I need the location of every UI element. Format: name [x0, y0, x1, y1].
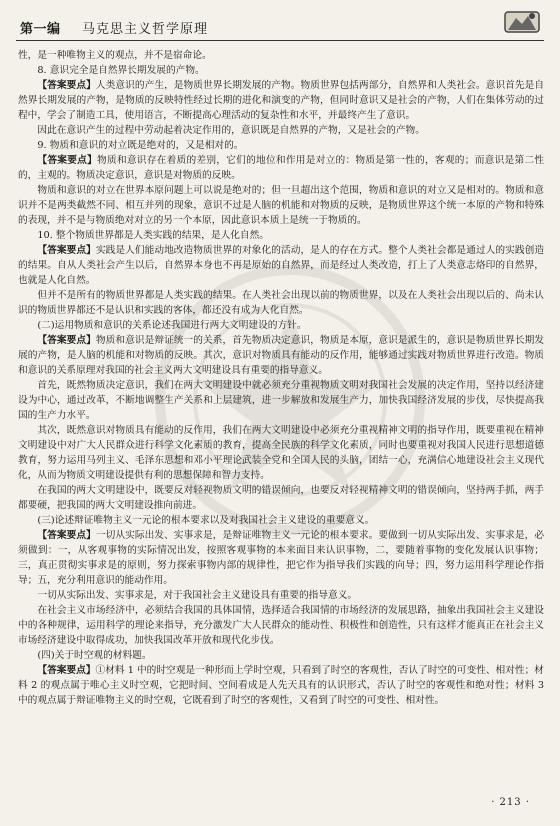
- paragraph: [18, 63, 544, 78]
- paragraph-text: 一切从实际出发、实事求是，对于我国社会主义建设具有重要的指导意义。: [37, 590, 358, 601]
- paragraph-text: 一切从实际出发、实事求是，是辩证唯物主义一元论的根本要求。要做到一切从实际出发、实事求是，必须做到：一，从客观事物的实际情况出发，按照客观事物的本来面目来认识事物，二，要随着事物的变化发展认识事物；三，真正贯彻实事求是的原则，努力探索事物内部的规律性，把它作为指导我们实践的向导；四，努力运用科学理论作指导；五，充分利用意识的能动作用。: [18, 530, 545, 586]
- paragraph: [18, 138, 544, 153]
- paragraph-text: 但并不是所有的物质世界都是人类实践的结果。在人类社会出现以前的物质世界，以及在人类社会出现以后的、尚未认识的物质世界都还不是认识和实践的客体，都还没有成为人化自然。: [18, 290, 544, 316]
- paragraph: [18, 333, 544, 378]
- paragraph: [18, 588, 544, 603]
- paragraph: [18, 183, 544, 228]
- paragraph-text: 9. 物质和意识的对立既是绝对的，又是相对的。: [37, 140, 244, 151]
- paragraph-text: 在社会主义市场经济中，必须结合我国的具体国情，选择适合我国情的市场经济的发展思路，抽象出我国社会主义建设中的各种规律，运用科学的理论来指导，充分激发广大人民群众的能动性、积极性和创造性，只有这样才能真正在社会主义市场经济建设中取得成功，加快我国改革开放和现代化步伐。: [18, 605, 544, 646]
- paragraph-text: 物质和意识存在着质的差别，它们的地位和作用是对立的：物质是第一性的，客观的；而意识是第二性的，主观的。物质决定意识，意识是对物质的反映。: [18, 155, 545, 181]
- paragraph: [18, 483, 544, 513]
- paragraph-text: 物质和意识是辩证统一的关系，首先物质决定意识，物质是本原，意识是派生的，意识是物质世界长期发展的产物，是人脑的机能和对物质的反映。其次，意识对物质具有能动的反作用，能够通过实践对物质世界进行改造。物质和意识的关系原理对我国的社会主义两大文明建设具有重要的指导意义。: [18, 335, 545, 376]
- answer-key-label: 【答案要点】: [37, 530, 96, 541]
- answer-key-label: 【答案要点】: [37, 665, 96, 676]
- answer-key-label: 【答案要点】: [37, 155, 98, 166]
- paragraph: [18, 513, 544, 528]
- paragraph: [18, 528, 544, 588]
- paragraph-text: 其次，既然意识对物质具有能动的反作用，我们在两大文明建设中必须充分重视精神文明的指导作用，既要重视在精神文明建设中对广大人民群众进行科学文化素质的教育，提高全民族的科学文化素质，同时也要重视对我国人民进行思想道德教育，努力运用马列主义、毛泽东思想和邓小平理论武装全党和全国人民的头脑，团结一心，充满信心地建设社会主义现代化，从而为物质文明建设提供有利的思想保障和智力支持。: [18, 425, 544, 481]
- paragraph-text: 性，是一种唯物主义的观点，并不是宿命论。: [18, 50, 212, 61]
- paragraph: [18, 378, 544, 423]
- paragraph-text: ①材料 1 中的时空观是一种形而上学时空观，只看到了时空的客观性，否认了时空的可变性、相对性；材料 2 的观点属于唯心主义时空观，它把时间、空间看成是人先天具有的认识形式，否认了时空的客观性和绝对性；材料 3 中的观点属于辩证唯物主义的时空观，它既看到了时空的客观性，又看到了时空的可变性、相对性。: [18, 665, 544, 706]
- paragraph: [18, 48, 544, 63]
- paragraph: [18, 243, 544, 288]
- paragraph: [18, 228, 544, 243]
- paragraph-text: (三)论述辩证唯物主义一元论的根本要求以及对我国社会主义建设的重要意义。: [37, 515, 375, 526]
- paragraph: [18, 153, 544, 183]
- paragraph: [18, 123, 544, 138]
- paragraph-text: 因此在意识产生的过程中劳动起着决定作用的，意识既是自然界的产物，又是社会的产物。: [37, 125, 425, 136]
- paragraph-text: 首先，既然物质决定意识，我们在两大文明建设中就必须充分重视物质文明对我国社会发展的决定作用，坚持以经济建设为中心，通过改革，不断地调整生产关系和上层建筑，进一步解放和发展生产力，加快我国经济发展的步伐，尽快提高我国的生产力水平。: [18, 380, 544, 421]
- answer-key-label: 【答案要点】: [37, 335, 96, 346]
- paragraph: [18, 78, 544, 123]
- paragraph-text: 在我国的两大文明建设中，既要反对轻视物质文明的错误倾向，也要反对轻视精神文明的错误倾向，坚持两手抓，两手都要硬，把我国的两大文明建设推向前进。: [18, 485, 544, 511]
- paragraph-text: 人类意识的产生，是物质世界长期发展的产物。物质世界包括两部分，自然界和人类社会。意识首先是自然界长期发展的产物，是物质的反映特性经过长期的进化和演变的产物，但同时意识又是社会的产物，人们在集体劳动的过程中，学会了制造工具，使用语言，不断提高心理活动的复杂性和水平，并最终产生了意识。: [18, 80, 545, 121]
- paragraph: [18, 423, 544, 483]
- paragraph: [18, 288, 544, 318]
- paragraph-text: 10. 整个物质世界都是人类实践的结果，是人化自然。: [37, 230, 269, 241]
- paragraph-text: 实践是人们能动地改造物质世界的对象化的活动，是人的存在方式。整个人类社会都是通过人的实践创造的结果。自从人类社会产生以后，自然界本身也不再是原始的自然界，而是经过人类改造，打上了人类意志烙印的自然界，也就是人化自然。: [18, 245, 545, 286]
- paragraph: [18, 603, 544, 648]
- paragraph-text: 物质和意识的对立在世界本原问题上可以说是绝对的；但一旦超出这个范围，物质和意识的对立又是相对的。物质和意识并不是两类截然不同、相互并列的现象，意识不过是人脑的机能和对物质的反映，是物质世界这个统一本原的产物和特殊的表现，并不是与物质绝对对立的另一个本原，因此意识本质上是统一于物质的。: [18, 185, 544, 226]
- paragraph-text: (四)关于时空观的材料题。: [37, 650, 152, 661]
- body-text: [18, 48, 544, 788]
- paragraph-text: 8. 意识完全是自然界长期发展的产物。: [37, 65, 205, 76]
- running-header: [16, 14, 544, 41]
- chapter-label: 第一编: [20, 22, 61, 37]
- answer-key-label: 【答案要点】: [37, 245, 96, 256]
- page-number: · 213 ·: [491, 797, 530, 808]
- publisher-logo-icon: [502, 6, 542, 38]
- paragraph-text: (二)运用物质和意识的关系论述我国进行两大文明建设的方针。: [37, 320, 307, 331]
- paragraph: [18, 663, 544, 708]
- book-title: 马克思主义哲学原理: [82, 22, 209, 37]
- paragraph: [18, 648, 544, 663]
- paragraph: [18, 318, 544, 333]
- answer-key-label: 【答案要点】: [37, 80, 96, 91]
